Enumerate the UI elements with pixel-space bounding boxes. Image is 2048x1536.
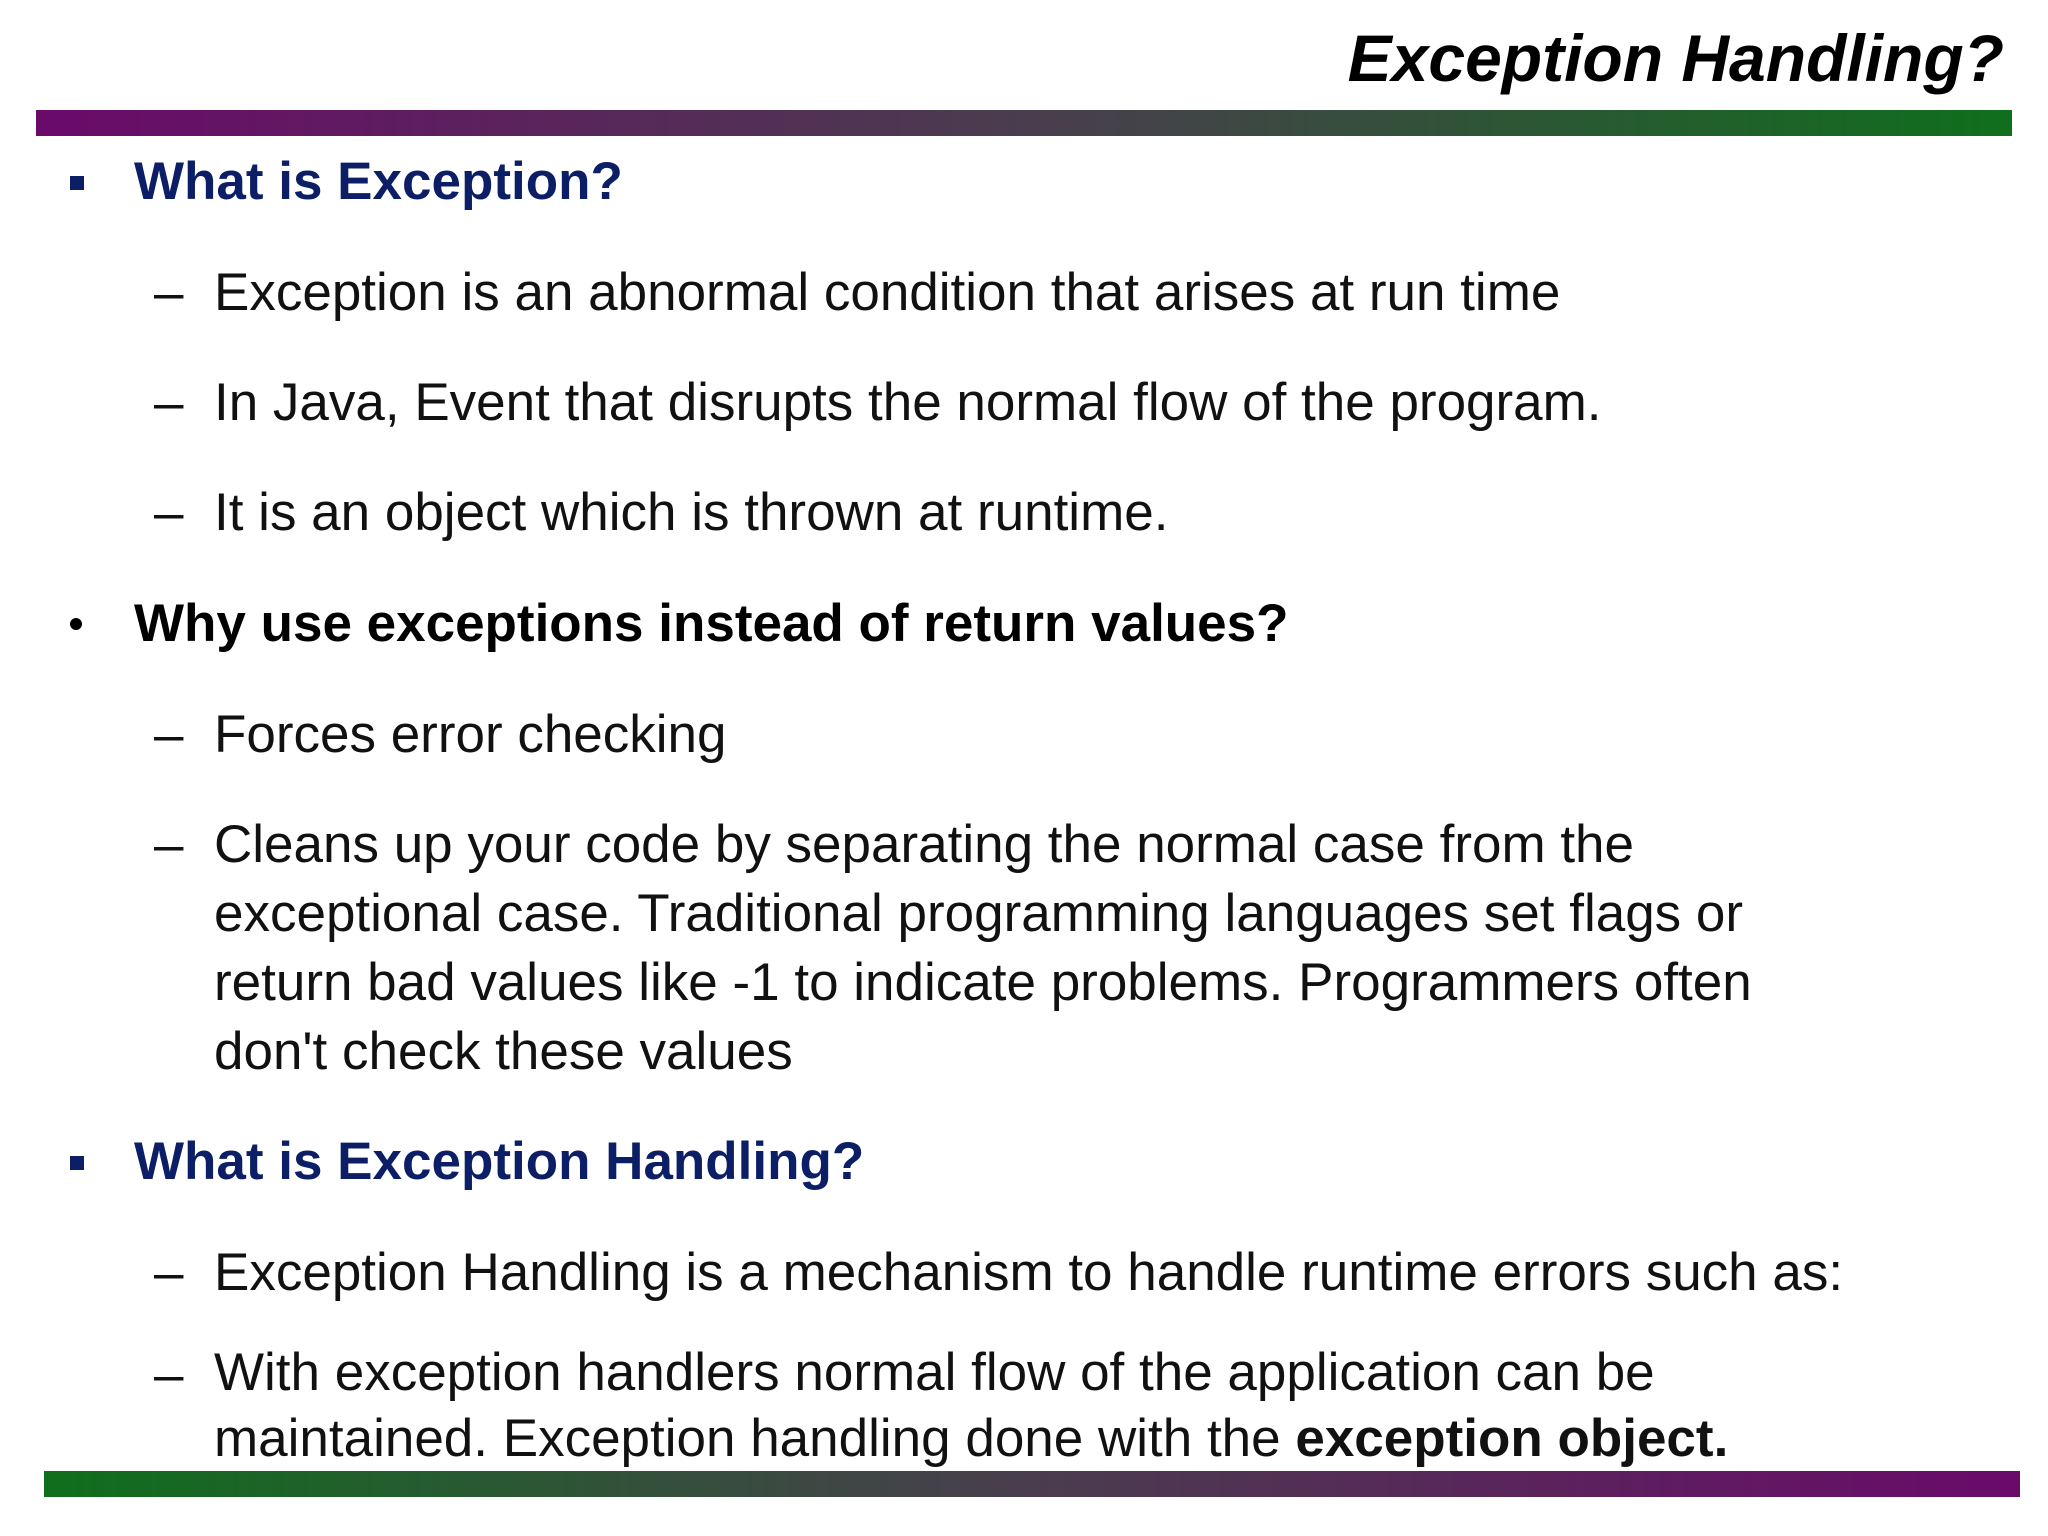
list-item: Exception is an abnormal condition that arises at run time bbox=[214, 263, 1561, 322]
dash-icon: – bbox=[154, 1345, 184, 1404]
dash-icon: – bbox=[154, 705, 184, 764]
list-item-line: Cleans up your code by separating the normal case from the bbox=[214, 815, 1635, 874]
list-item-line: exceptional case. Traditional programming languages set flags or bbox=[214, 884, 1744, 943]
dash-icon: – bbox=[154, 1243, 184, 1302]
dash-icon: – bbox=[154, 815, 184, 874]
list-item-multiline bbox=[214, 810, 1752, 1086]
list-item: In Java, Event that disrupts the normal flow of the program. bbox=[214, 373, 1602, 432]
list-item-multiline bbox=[214, 1340, 1728, 1472]
list-item-line: don't check these values bbox=[214, 1022, 793, 1081]
heading-what-is-exception-handling: What is Exception Handling? bbox=[134, 1132, 865, 1191]
bottom-gradient-bar bbox=[44, 1471, 2020, 1497]
list-item-line bbox=[214, 1406, 1728, 1472]
exception-object-term: exception object. bbox=[1295, 1409, 1729, 1468]
heading-what-is-exception: What is Exception? bbox=[134, 152, 623, 211]
dash-icon: – bbox=[154, 483, 184, 542]
list-item-text: maintained. Exception handling done with the bbox=[214, 1409, 1296, 1468]
round-bullet-icon bbox=[70, 618, 82, 630]
list-item: Exception Handling is a mechanism to handle runtime errors such as: bbox=[214, 1243, 1844, 1302]
heading-why-use-exceptions: Why use exceptions instead of return values? bbox=[134, 594, 1289, 653]
list-item: Forces error checking bbox=[214, 705, 727, 764]
square-bullet-icon bbox=[70, 176, 84, 190]
list-item-line: With exception handlers normal flow of the application can be bbox=[214, 1343, 1655, 1402]
list-item-line: return bad values like -1 to indicate problems. Programmers often bbox=[214, 953, 1752, 1012]
list-item: It is an object which is thrown at runtime. bbox=[214, 483, 1169, 542]
dash-icon: – bbox=[154, 263, 184, 322]
dash-icon: – bbox=[154, 373, 184, 432]
square-bullet-icon bbox=[70, 1156, 84, 1170]
slide-title: Exception Handling? bbox=[1347, 21, 2004, 95]
